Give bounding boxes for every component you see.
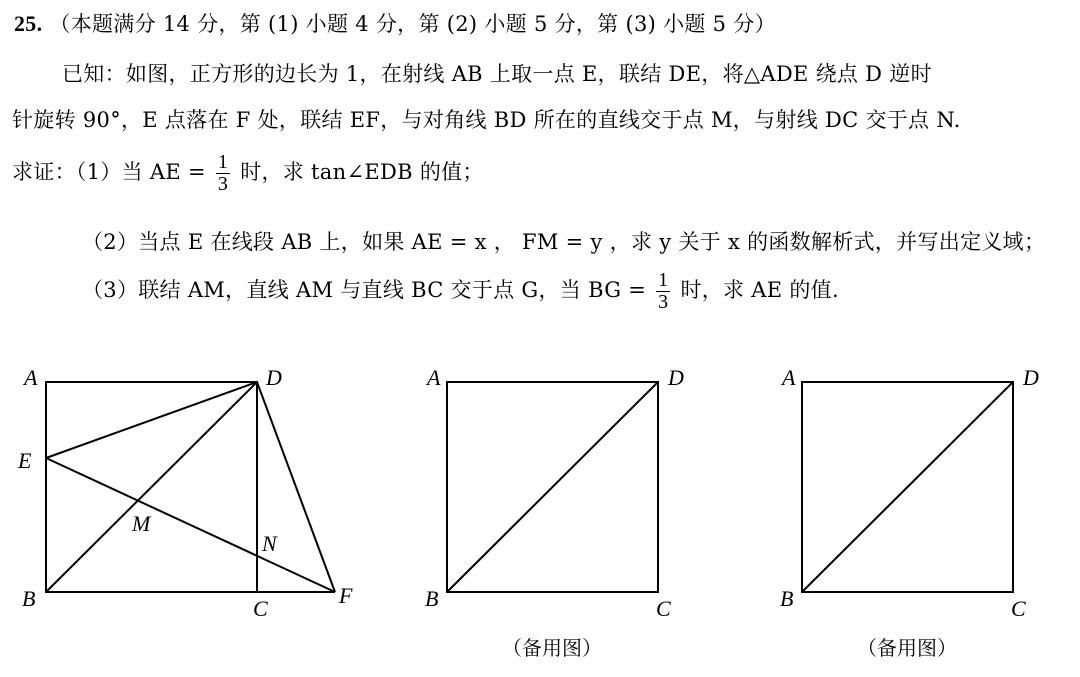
fraction-numerator: 1: [658, 269, 669, 291]
figure-3-diagonal-bd: [802, 382, 1013, 592]
label-c: C: [253, 596, 268, 621]
figure-2-diagonal-bd: [447, 382, 658, 592]
problem-number: 25.: [14, 11, 43, 36]
spare-figure-caption: （备用图）: [502, 636, 602, 660]
spare-figure-caption: （备用图）: [857, 636, 957, 660]
figure-2-lines: [447, 382, 658, 592]
figure-1-lines: [46, 382, 335, 592]
fraction-numerator: 1: [217, 151, 229, 173]
label-c: C: [1011, 596, 1026, 621]
question-2: （2）当点 E 在线段 AB 上，如果 AE = x ， FM = y ，求 y 关于 x 的函数解析式，并写出定义域；: [82, 230, 1046, 254]
label-a: A: [782, 365, 796, 390]
label-f: F: [339, 583, 353, 608]
label-c: C: [656, 596, 671, 621]
question-3-prefix: （3）联结 AM，直线 AM 与直线 BC 交于点 G，当 BG =: [82, 278, 647, 302]
label-a: A: [427, 365, 441, 390]
label-e: E: [18, 448, 32, 473]
given-line-1: 已知：如图，正方形的边长为 1，在射线 AB 上取一点 E，联结 DE，将△ADE 绕点 D 逆时: [62, 62, 932, 86]
figure-3-lines: [802, 382, 1013, 592]
given-line-2: 针旋转 90°，E 点落在 F 处，联结 EF，与对角线 BD 所在的直线交于点 M，与射线 DC 交于点 N.: [12, 108, 961, 132]
label-d: D: [1023, 365, 1039, 390]
label-m: M: [132, 511, 151, 536]
question-1-prefix: 求证：（1）当 AE =: [12, 160, 206, 184]
question-3-suffix: 时，求 AE 的值.: [680, 278, 839, 302]
figure-1-diagonal-bd: [46, 382, 257, 592]
fraction-denominator: 3: [658, 291, 669, 313]
label-d: D: [266, 365, 282, 390]
label-d: D: [668, 365, 684, 390]
question-1-suffix: 时，求 tan∠EDB 的值；: [240, 160, 484, 184]
points-breakdown: （本题满分 14 分，第 (1) 小题 4 分，第 (2) 小题 5 分，第 (3) 小题 5 分）: [49, 12, 776, 36]
label-n: N: [262, 531, 277, 556]
label-b: B: [22, 586, 36, 611]
label-a: A: [24, 365, 38, 390]
label-b: B: [780, 586, 794, 611]
figure-1-segment-ed: [46, 382, 257, 458]
label-b: B: [425, 586, 439, 611]
fraction-denominator: 3: [217, 173, 229, 195]
